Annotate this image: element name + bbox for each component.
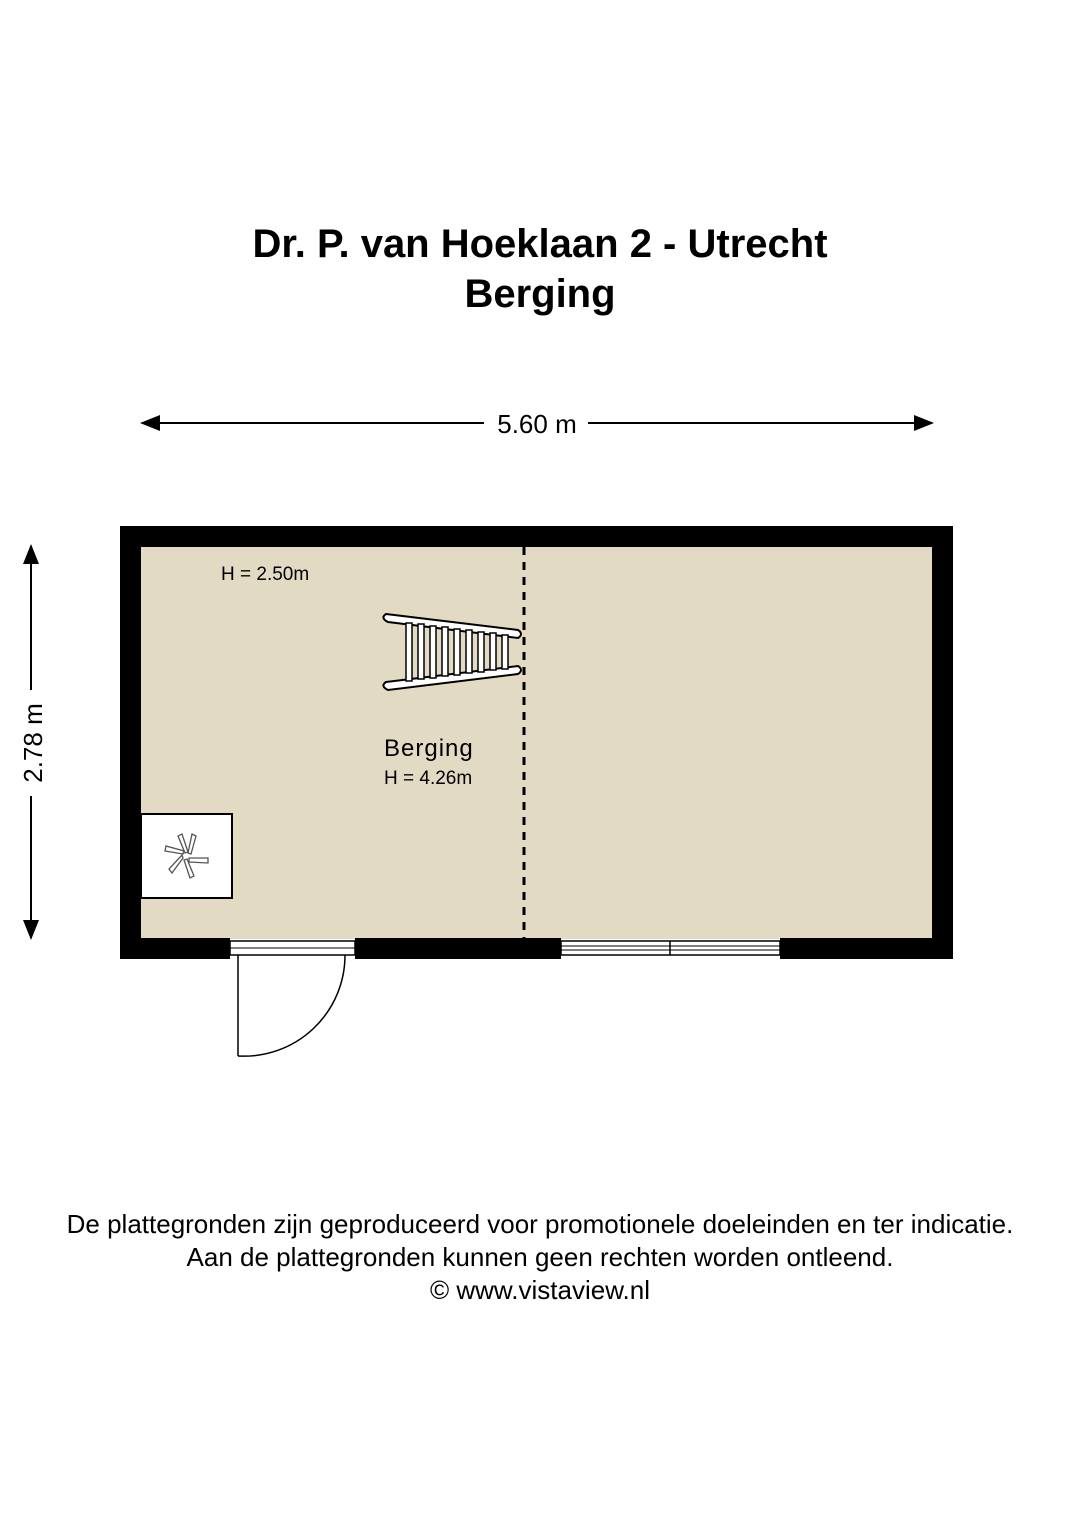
width-dimension — [142, 409, 932, 439]
height-label: 2.78 m — [18, 703, 48, 783]
room-name-label: Berging — [384, 735, 474, 762]
plan-title: Dr. P. van Hoeklaan 2 - Utrecht — [252, 222, 828, 266]
ventilation-unit-icon — [141, 814, 232, 898]
height-dimension — [18, 546, 48, 938]
window — [561, 941, 780, 955]
width-label: 5.60 m — [497, 409, 577, 439]
door — [230, 941, 355, 1056]
low-ceiling-height-label: H = 2.50m — [221, 564, 310, 585]
room-height-label: H = 4.26m — [384, 768, 473, 789]
disclaimer-line-1: De plattegronden zijn geproduceerd voor promotionele doeleinden en ter indicatie. — [66, 1209, 1014, 1239]
copyright-line: © www.vistaview.nl — [430, 1275, 650, 1305]
disclaimer-line-2: Aan de plattegronden kunnen geen rechten worden ontleend. — [186, 1242, 894, 1272]
plan-subtitle: Berging — [464, 272, 616, 316]
floor-area — [140, 546, 933, 939]
